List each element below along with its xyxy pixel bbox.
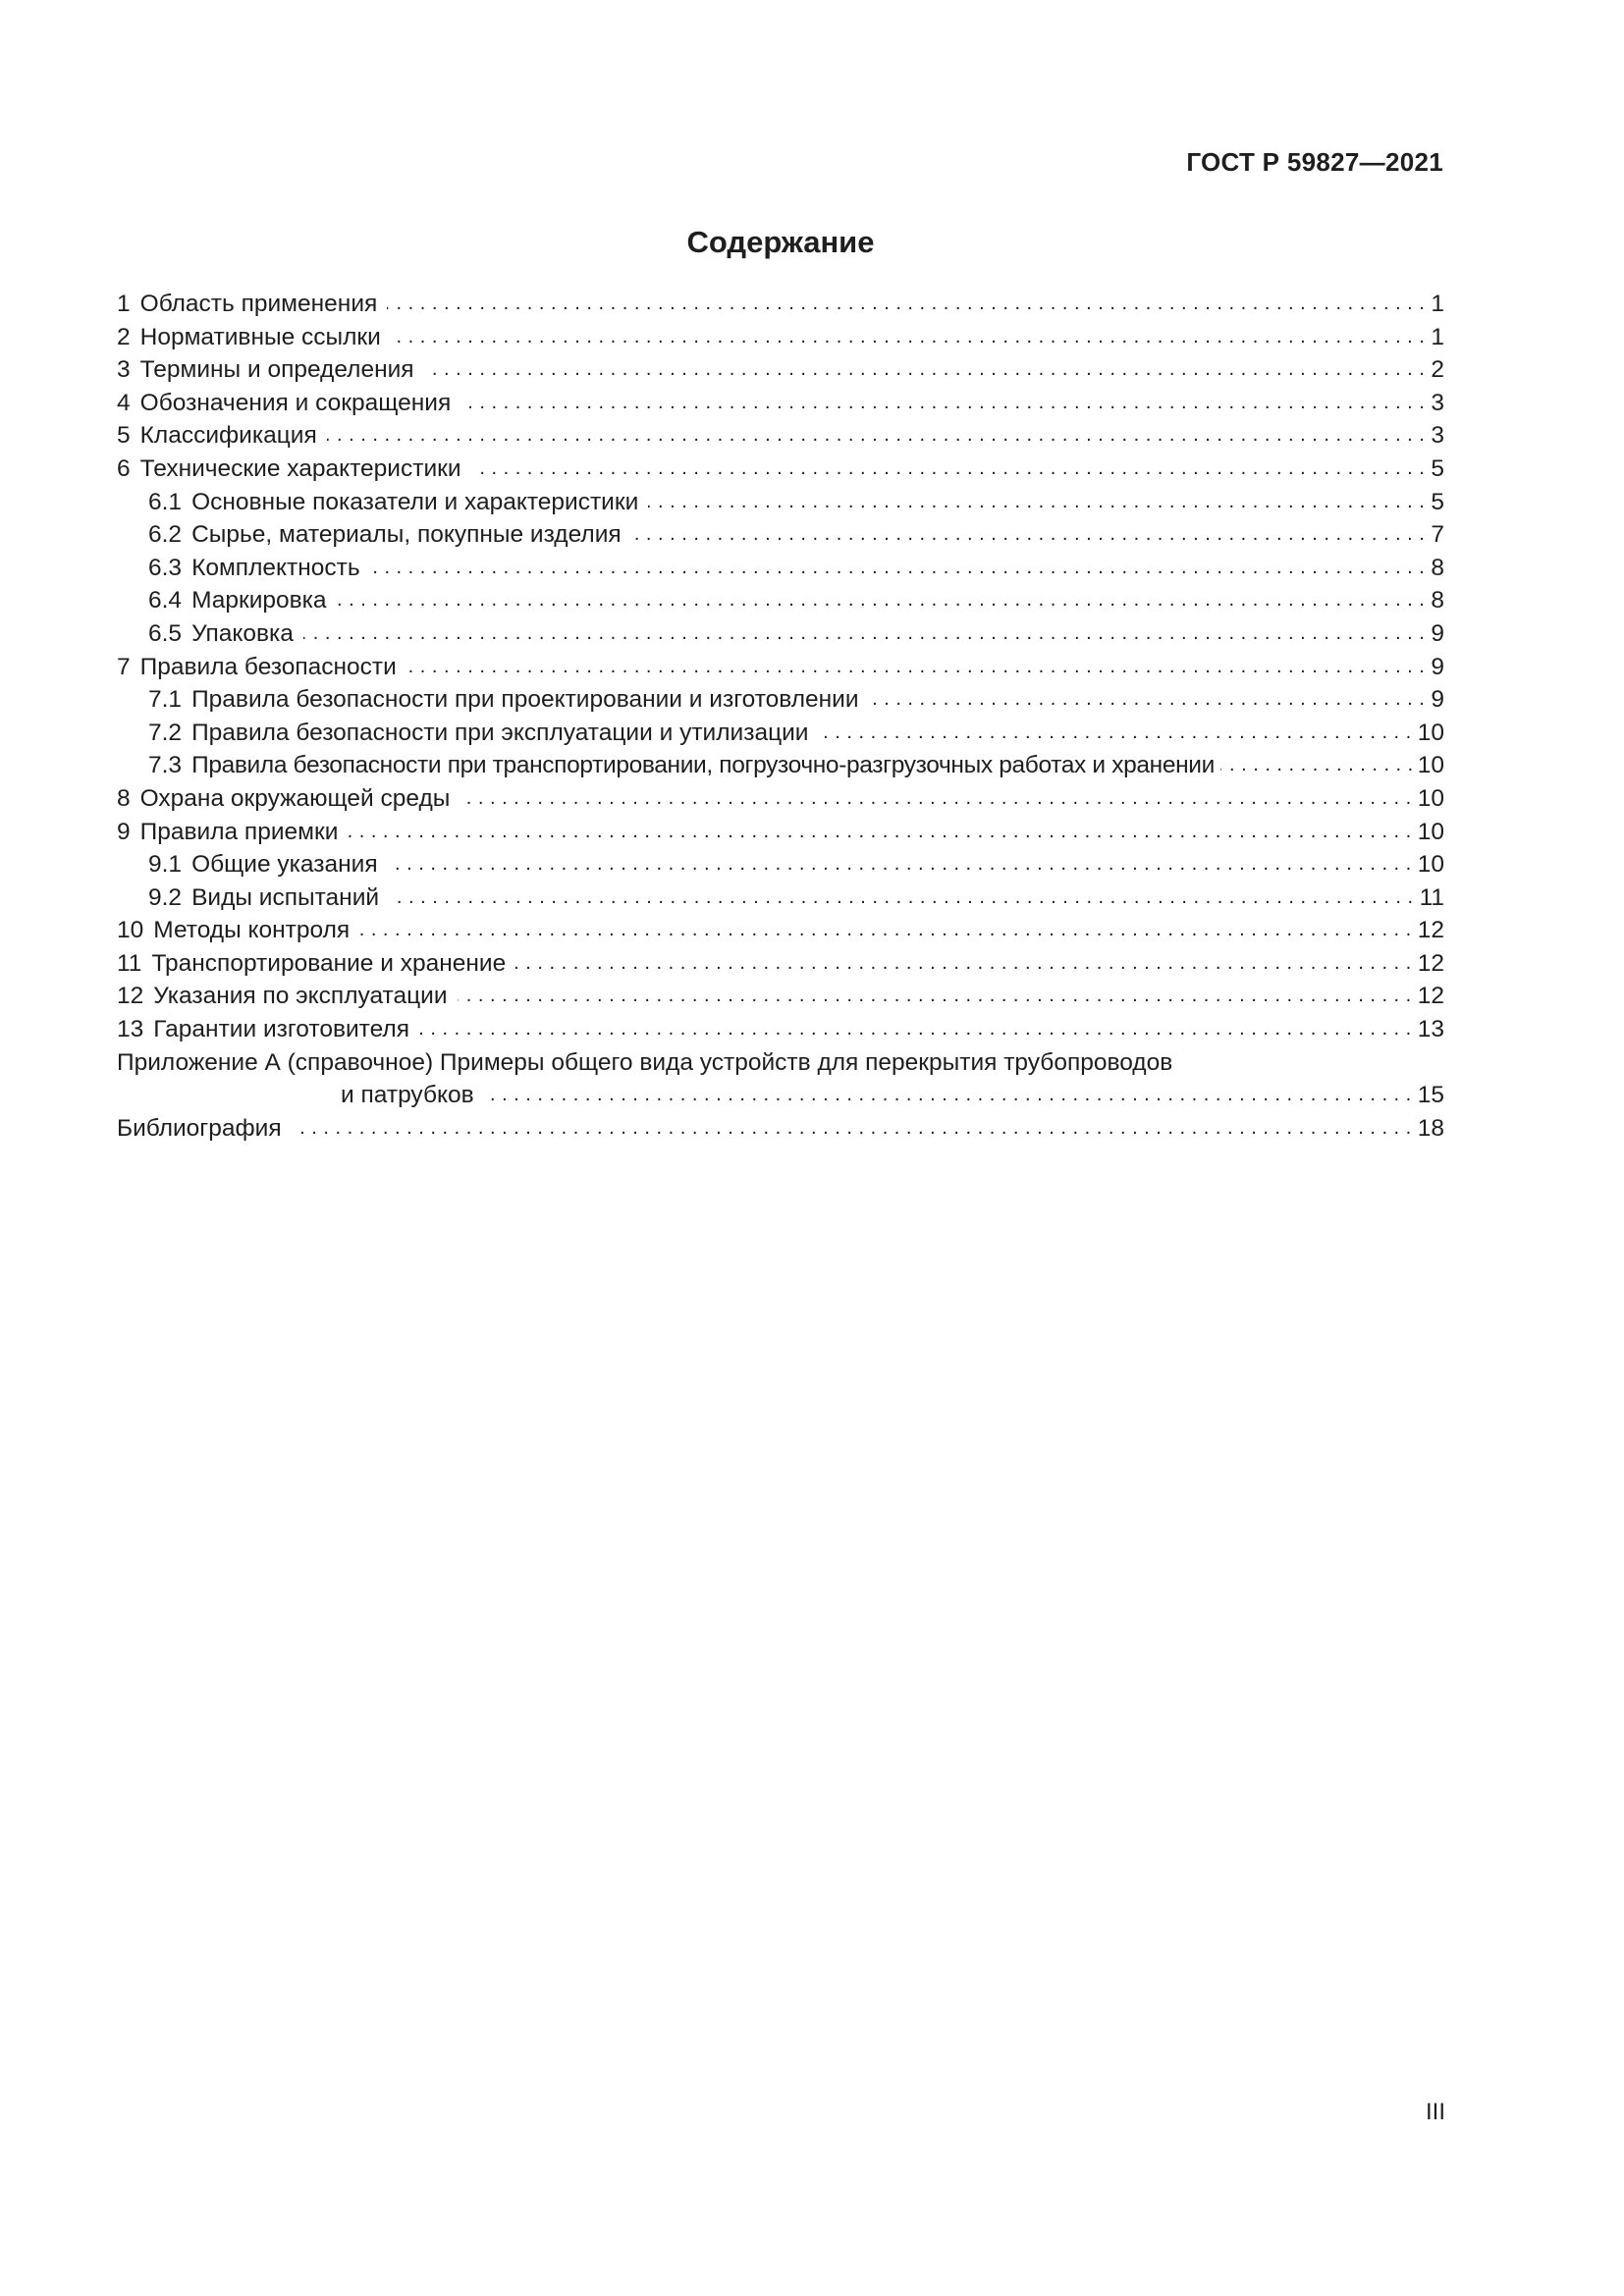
toc-entry-label: Правила безопасности при транспортировании, погрузочно-разгрузочных работах и хранении <box>191 752 1215 779</box>
toc-entry-11[interactable] <box>117 947 1444 981</box>
dot-leader <box>370 552 1426 585</box>
dot-leader <box>869 683 1426 717</box>
toc-entry-4[interactable] <box>117 387 1444 420</box>
toc-entry-number: 13 <box>117 1016 144 1043</box>
toc-entry-number: 7 <box>117 653 131 680</box>
toc-entry-label: Основные показатели и характеристики <box>191 488 639 515</box>
dot-leader <box>327 419 1426 453</box>
toc-entry-page: 12 <box>1417 949 1444 977</box>
toc-entry-page: 9 <box>1431 653 1444 680</box>
toc-entry-page: 13 <box>1417 1016 1444 1043</box>
toc-entry-label: Правила безопасности <box>139 653 397 680</box>
toc-entry-page: 15 <box>1417 1082 1444 1109</box>
dot-leader <box>348 816 1411 849</box>
toc-entry-label: Термины и определения <box>139 356 414 384</box>
toc-entry-number: 6.1 <box>148 488 183 515</box>
toc-entry-3[interactable] <box>117 353 1444 387</box>
toc-entry-page: 8 <box>1431 554 1444 581</box>
dot-leader <box>631 518 1426 552</box>
toc-entry-page: 10 <box>1417 752 1444 779</box>
toc-entry-page: 1 <box>1431 323 1444 350</box>
dot-leader <box>303 617 1425 651</box>
toc-entry-number: 10 <box>117 917 144 944</box>
toc-entry-label: Методы контроля <box>153 917 351 944</box>
toc-entry-page: 12 <box>1417 983 1444 1010</box>
table-of-contents <box>117 288 1444 1145</box>
toc-entry-6[interactable] <box>117 453 1444 486</box>
dot-leader <box>460 387 1425 420</box>
toc-entry-label: Упаковка <box>191 619 294 647</box>
toc-entry-page: 5 <box>1431 454 1444 482</box>
toc-entry-2[interactable] <box>117 321 1444 354</box>
toc-entry-number: 8 <box>117 784 131 812</box>
toc-entry-number: 5 <box>117 422 131 450</box>
toc-entry-label: Правила приемки <box>139 818 339 845</box>
toc-entry-label: Нормативные ссылки <box>139 323 381 350</box>
toc-entry-number: 9 <box>117 818 131 845</box>
toc-entry-5[interactable] <box>117 419 1444 453</box>
toc-entry-label: Комплектность <box>191 554 360 581</box>
toc-entry-label: Маркировка <box>191 587 327 614</box>
dot-leader <box>387 288 1425 321</box>
toc-entry-label: Сырье, материалы, покупные изделия <box>191 521 622 549</box>
toc-entry-9-1[interactable] <box>117 848 1444 881</box>
toc-entry-number: 7.1 <box>148 686 183 714</box>
toc-entry-page: 10 <box>1417 818 1444 845</box>
toc-entry-number: 6.3 <box>148 554 183 581</box>
toc-entry-label: Библиография <box>117 1114 282 1142</box>
dot-leader <box>391 321 1426 354</box>
toc-entry-12[interactable] <box>117 980 1444 1013</box>
toc-entry-page: 3 <box>1431 389 1444 416</box>
document-code: ГОСТ Р 59827—2021 <box>1186 147 1443 177</box>
dot-leader <box>337 584 1426 617</box>
toc-entry-label: Виды испытаний <box>191 883 380 911</box>
toc-entry-label: Обозначения и сокращения <box>139 389 452 416</box>
toc-entry-9-2[interactable] <box>117 881 1444 915</box>
toc-entry-appendix-a-cont[interactable] <box>117 1079 1444 1112</box>
dot-leader <box>471 453 1426 486</box>
dot-leader <box>1220 749 1414 782</box>
toc-entry-page: 8 <box>1431 587 1444 614</box>
toc-entry-page: 12 <box>1417 917 1444 944</box>
toc-entry-page: 1 <box>1431 291 1444 317</box>
toc-entry-page: 5 <box>1431 488 1444 515</box>
dot-leader <box>359 914 1412 947</box>
toc-entry-13[interactable] <box>117 1013 1444 1046</box>
toc-entry-page: 18 <box>1417 1114 1444 1142</box>
dot-leader <box>406 651 1426 684</box>
dot-leader <box>292 1112 1412 1146</box>
toc-entry-label: Общие указания <box>191 851 378 879</box>
toc-entry-number: 3 <box>117 356 131 384</box>
toc-entry-label: Классификация <box>139 422 317 450</box>
toc-entry-page: 11 <box>1419 883 1444 911</box>
toc-entry-number: 2 <box>117 323 131 350</box>
dot-leader <box>648 486 1425 519</box>
toc-entry-appendix-a[interactable] <box>117 1046 1444 1080</box>
toc-entry-page: 10 <box>1417 784 1444 812</box>
toc-entry-number: 6.5 <box>148 619 183 647</box>
page-number: III <box>1425 2099 1445 2125</box>
dot-leader <box>388 848 1412 881</box>
toc-entry-label: Правила безопасности при эксплуатации и утилизации <box>191 719 809 746</box>
dot-leader <box>424 353 1426 387</box>
toc-entry-page: 9 <box>1431 686 1444 714</box>
toc-entry-label: Указания по эксплуатации <box>153 983 448 1010</box>
toc-entry-number: 7.2 <box>148 719 183 746</box>
toc-entry-6-3[interactable] <box>117 552 1444 585</box>
toc-entry-page: 7 <box>1431 521 1444 549</box>
toc-entry-6-1[interactable] <box>117 486 1444 519</box>
toc-entry-number: 6 <box>117 454 131 482</box>
toc-entry-6-2[interactable] <box>117 518 1444 552</box>
toc-entry-number: 4 <box>117 389 131 416</box>
toc-entry-number: 9.1 <box>148 851 183 879</box>
toc-entry-label: и патрубков <box>341 1082 474 1109</box>
toc-entry-label: Технические характеристики <box>139 454 461 482</box>
toc-entry-label: Правила безопасности при проектировании и изготовлении <box>191 686 859 714</box>
toc-entry-page: 2 <box>1431 356 1444 384</box>
toc-entry-bibliography[interactable] <box>117 1112 1444 1146</box>
toc-entry-number: 9.2 <box>148 883 183 911</box>
dot-leader <box>484 1079 1412 1112</box>
toc-entry-number: 7.3 <box>148 752 183 779</box>
toc-entry-number: 1 <box>117 291 131 317</box>
toc-title: Содержание <box>686 225 875 259</box>
toc-entry-9[interactable] <box>117 816 1444 849</box>
toc-entry-7-1[interactable] <box>117 683 1444 717</box>
dot-leader <box>818 717 1411 750</box>
toc-entry-7[interactable] <box>117 651 1444 684</box>
toc-entry-6-4[interactable] <box>117 584 1444 617</box>
toc-entry-page: 10 <box>1417 719 1444 746</box>
toc-entry-1[interactable] <box>117 288 1444 321</box>
toc-entry-page: 10 <box>1417 851 1444 879</box>
toc-entry-page: 9 <box>1431 619 1444 647</box>
toc-entry-10[interactable] <box>117 914 1444 947</box>
dot-leader <box>389 881 1413 915</box>
toc-entry-label: Приложение А (справочное) Примеры общего вида устройств для перекрытия трубопроводов <box>117 1048 1173 1076</box>
toc-entry-6-5[interactable] <box>117 617 1444 651</box>
toc-entry-number: 12 <box>117 983 144 1010</box>
toc-entry-number: 11 <box>117 949 142 977</box>
toc-entry-number: 6.4 <box>148 587 183 614</box>
dot-leader <box>460 782 1411 816</box>
dot-leader <box>419 1013 1412 1046</box>
toc-entry-label: Охрана окружающей среды <box>139 784 451 812</box>
dot-leader <box>458 980 1412 1013</box>
toc-entry-7-3[interactable] <box>117 749 1444 782</box>
toc-entry-number: 6.2 <box>148 521 183 549</box>
toc-entry-label: Транспортирование и хранение <box>151 949 507 977</box>
dot-leader <box>515 947 1412 981</box>
toc-entry-7-2[interactable] <box>117 717 1444 750</box>
toc-entry-label: Область применения <box>139 291 378 317</box>
toc-entry-label: Гарантии изготовителя <box>153 1016 409 1043</box>
toc-entry-8[interactable] <box>117 782 1444 816</box>
toc-entry-page: 3 <box>1431 422 1444 450</box>
